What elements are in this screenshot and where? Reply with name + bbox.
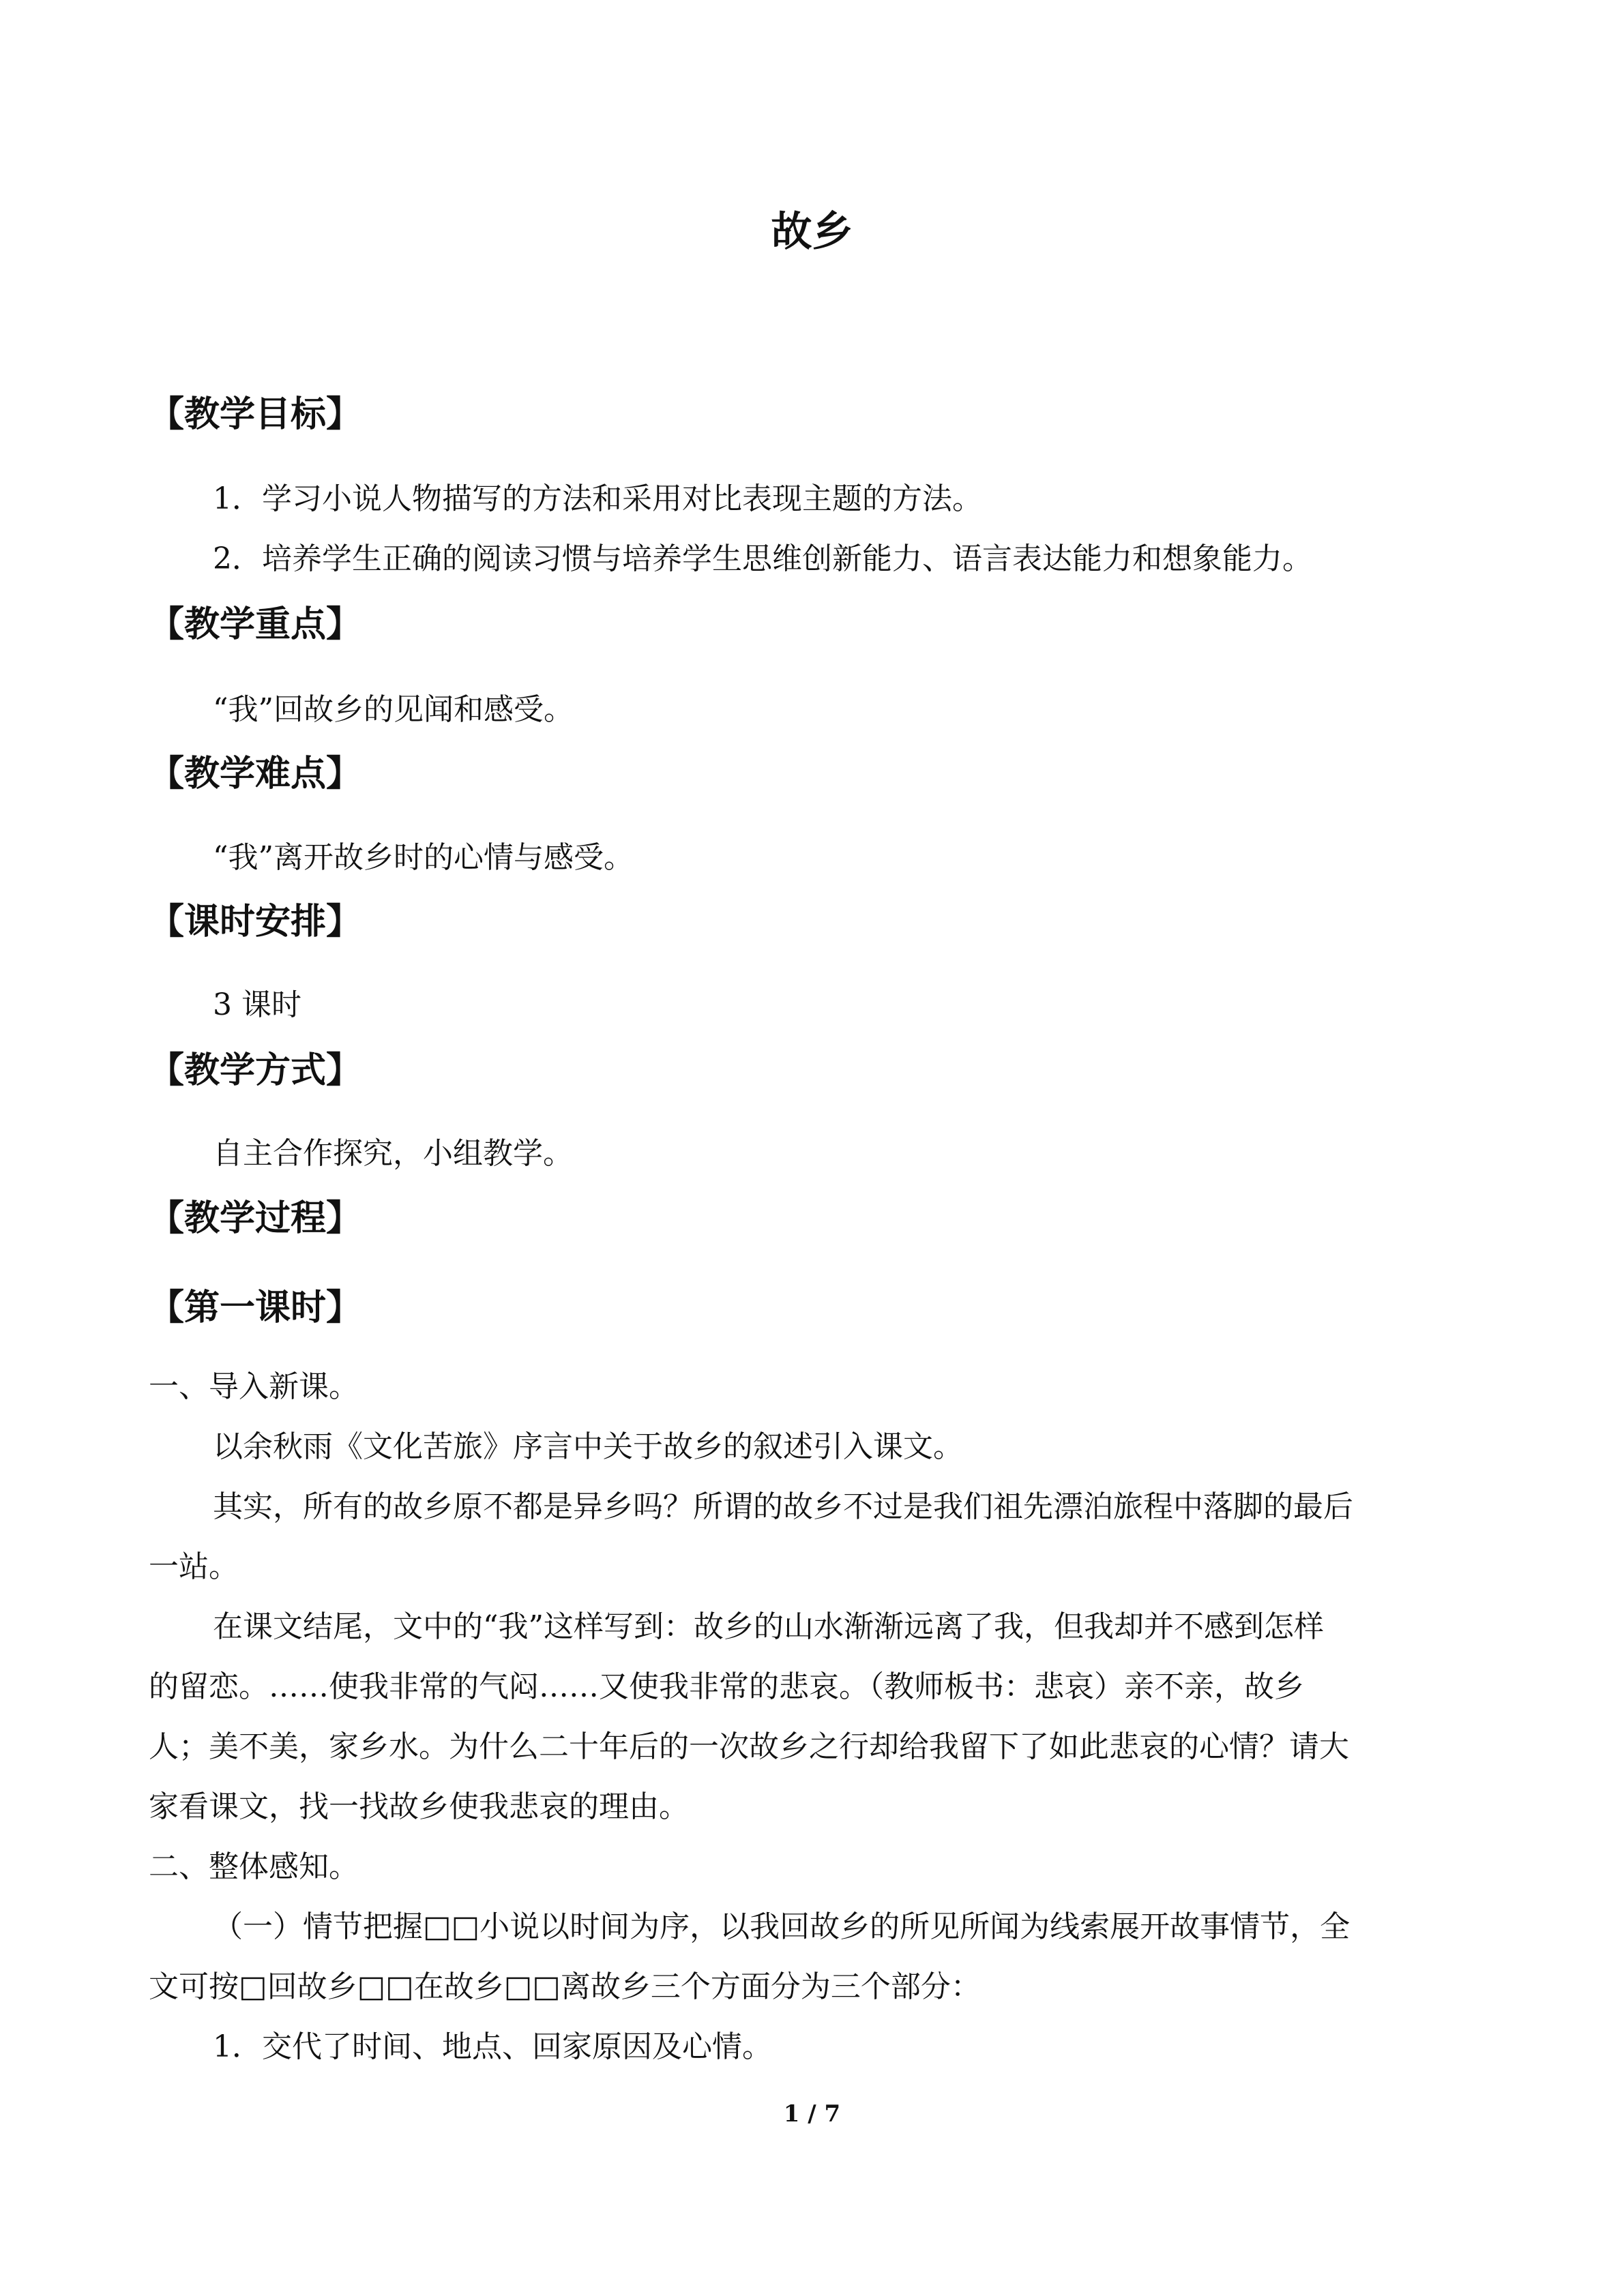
schedule-text: 3 课时 — [213, 987, 301, 1022]
part1-paragraph-2-line-1: 其实，所有的故乡原不都是异乡吗？所谓的故乡不过是我们祖先漂泊旅程中落脚的最后 — [213, 1489, 1353, 1524]
heading-difficulties: 【教学难点】 — [149, 754, 362, 794]
heading-process: 【教学过程】 — [149, 1198, 362, 1239]
part1-paragraph-2-line-2: 一站。 — [149, 1549, 239, 1584]
heading-key-points: 【教学重点】 — [149, 604, 362, 645]
part2-title: 二、整体感知。 — [149, 1849, 359, 1884]
part1-paragraph-3-line-2: 的留恋。……使我非常的气闷……又使我非常的悲哀。（教师板书：悲哀）亲不亲，故乡 — [149, 1669, 1304, 1704]
objective-item-1: 1．学习小说人物描写的方法和采用对比表现主题的方法。 — [213, 481, 982, 516]
key-points-text: “我”回故乡的见闻和感受。 — [213, 692, 574, 727]
heading-method: 【教学方式】 — [149, 1050, 362, 1091]
page-number: 1 / 7 — [783, 2100, 841, 2128]
heading-objectives: 【教学目标】 — [149, 394, 362, 435]
part1-paragraph-3-line-3: 人；美不美，家乡水。为什么二十年后的一次故乡之行却给我留下了如此悲哀的心情？请大 — [149, 1729, 1349, 1764]
part1-paragraph-3-line-4: 家看课文，找一找故乡使我悲哀的理由。 — [149, 1789, 689, 1824]
document-title: 故乡 — [771, 208, 853, 256]
part1-title: 一、导入新课。 — [149, 1369, 359, 1404]
part2-paragraph-1-line-1: （一）情节把握□□小说以时间为序，以我回故乡的所见所闻为线索展开故事情节，全 — [213, 1909, 1350, 1944]
objective-item-2: 2．培养学生正确的阅读习惯与培养学生思维创新能力、语言表达能力和想象能力。 — [213, 541, 1312, 576]
method-text: 自主合作探究，小组教学。 — [213, 1136, 573, 1171]
heading-schedule: 【课时安排】 — [149, 901, 362, 942]
part1-paragraph-3-line-1: 在课文结尾，文中的“我”这样写到：故乡的山水渐渐远离了我，但我却并不感到怎样 — [213, 1609, 1324, 1644]
heading-lesson-1: 【第一课时】 — [149, 1287, 362, 1328]
difficulties-text: “我”离开故乡时的心情与感受。 — [213, 840, 634, 875]
part2-item-1: 1．交代了时间、地点、回家原因及心情。 — [213, 2029, 772, 2064]
part1-paragraph-1: 以余秋雨《文化苦旅》序言中关于故乡的叙述引入课文。 — [213, 1429, 963, 1464]
part2-paragraph-1-line-2: 文可按□回故乡□□在故乡□□离故乡三个方面分为三个部分： — [149, 1969, 981, 2004]
